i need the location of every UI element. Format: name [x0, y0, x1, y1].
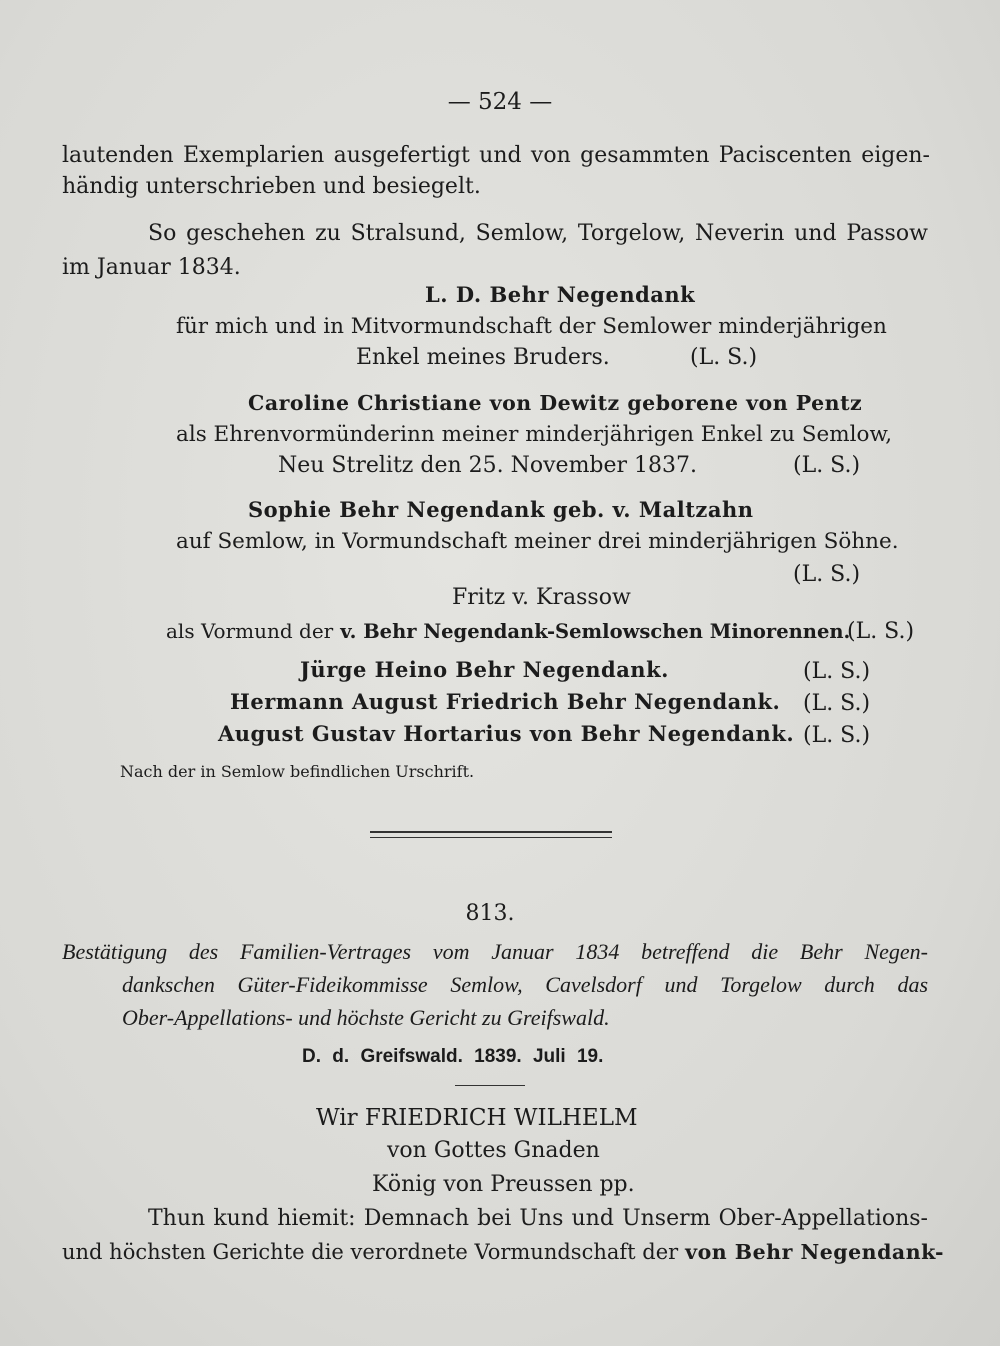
- para1-line1: [62, 142, 930, 170]
- word: zu: [315, 221, 341, 246]
- body-bold-name: von Behr Negendank-: [685, 1240, 944, 1264]
- word: und: [664, 972, 698, 997]
- word: Exemplarien: [182, 143, 325, 168]
- word: Neverin: [694, 221, 785, 246]
- word: und: [479, 143, 522, 168]
- word: vom: [432, 939, 470, 964]
- document-number: 813.: [465, 901, 515, 926]
- word: 1834: [575, 939, 620, 964]
- word: gesammten: [580, 143, 710, 168]
- body-line1: Wir FRIEDRICH WILHELM: [316, 1105, 638, 1131]
- signature-text: [166, 617, 850, 646]
- signature-text: als Ehrenvormünderinn meiner minderjährigen Enkel zu Semlow,: [176, 422, 893, 447]
- word: Januar: [491, 939, 554, 964]
- heading-line1: [62, 938, 928, 966]
- body-line4: [148, 1205, 928, 1233]
- signature-name: Fritz v. Krassow: [452, 585, 631, 610]
- word: Torgelow,: [577, 221, 686, 246]
- separator-rule-bottom: [370, 837, 612, 838]
- word: Familien-Vertrages: [239, 939, 412, 964]
- word: eigen-: [861, 143, 930, 168]
- word: Cavelsdorf: [545, 972, 642, 997]
- signature-name: August Gustav Hortarius von Behr Negendank.: [218, 721, 795, 746]
- word: Uns: [519, 1206, 564, 1231]
- word: geschehen: [186, 221, 306, 246]
- word: kund: [213, 1206, 270, 1231]
- para2-line2: im Januar 1834.: [62, 255, 241, 280]
- word: Demnach: [363, 1206, 469, 1231]
- word: Torgelow: [720, 972, 802, 997]
- word: bei: [477, 1206, 512, 1231]
- word: Ober-Appellations-: [718, 1206, 928, 1231]
- dateline: D. d. Greifswald. 1839. Juli 19.: [302, 1046, 604, 1067]
- word: und: [794, 221, 837, 246]
- word: Passow: [846, 221, 928, 246]
- body-text: und höchsten Gerichte die verordnete Vormundschaft der: [62, 1240, 679, 1264]
- word: lautenden: [62, 143, 174, 168]
- word: Bestätigung: [62, 939, 168, 964]
- word: das: [897, 972, 928, 997]
- body-line2: von Gottes Gnaden: [387, 1138, 600, 1163]
- seal-mark: (L. S.): [847, 619, 915, 644]
- word: Semlow,: [450, 972, 523, 997]
- signature-name: L. D. Behr Negendank: [425, 282, 696, 307]
- guardian-label: als Vormund der: [166, 619, 334, 643]
- seal-mark: (L. S.): [803, 659, 871, 684]
- signature-text: auf Semlow, in Vormundschaft meiner drei minderjährigen Söhne.: [176, 529, 899, 554]
- signature-text: Enkel meines Bruders.: [356, 345, 610, 370]
- word: des: [188, 939, 219, 964]
- para1-line2: händig unterschrieben und besiegelt.: [62, 174, 481, 199]
- word: betreffend: [641, 939, 730, 964]
- word: durch: [824, 972, 875, 997]
- word: ausgefertigt: [333, 143, 470, 168]
- word: dankschen: [122, 972, 215, 997]
- seal-mark: (L. S.): [793, 453, 861, 478]
- heading-line2: [122, 971, 928, 999]
- heading-line3: Ober-Appellations- und höchste Gericht zu Greifswald.: [122, 1005, 610, 1030]
- signature-name: Sophie Behr Negendank geb. v. Maltzahn: [248, 497, 754, 522]
- word: Unserm: [622, 1206, 711, 1231]
- word: So: [148, 221, 177, 246]
- source-note: Nach der in Semlow befindlichen Urschrift.: [120, 762, 475, 781]
- seal-mark: (L. S.): [690, 345, 758, 370]
- guardian-name: v. Behr Negendank-Semlowschen Minorennen.: [340, 620, 851, 643]
- body-line3: König von Preussen pp.: [372, 1172, 635, 1197]
- page-header: — 524 —: [447, 89, 553, 115]
- word: die: [751, 939, 779, 964]
- signature-name: Hermann August Friedrich Behr Negendank.: [230, 689, 781, 714]
- signature-text: für mich und in Mitvormundschaft der Semlower minderjährigen: [176, 314, 887, 339]
- seal-mark: (L. S.): [803, 723, 871, 748]
- short-rule: [455, 1085, 525, 1086]
- word: Thun: [148, 1206, 206, 1231]
- word: hiemit:: [277, 1206, 356, 1231]
- word: Behr: [799, 939, 843, 964]
- signature-text: Neu Strelitz den 25. November 1837.: [278, 453, 698, 478]
- word: Stralsund,: [350, 221, 466, 246]
- separator-rule-top: [370, 831, 612, 833]
- body-line5: [62, 1238, 944, 1267]
- signature-name: Caroline Christiane von Dewitz geborene von Pentz: [248, 391, 863, 415]
- word: von: [530, 143, 571, 168]
- para2-line1: [148, 220, 928, 248]
- signature-name: Jürge Heino Behr Negendank.: [300, 657, 669, 682]
- word: und: [571, 1206, 614, 1231]
- word: Güter-Fideikommisse: [237, 972, 428, 997]
- word: Paciscenten: [718, 143, 852, 168]
- word: Semlow,: [475, 221, 569, 246]
- seal-mark: (L. S.): [803, 691, 871, 716]
- seal-mark: (L. S.): [793, 562, 861, 587]
- word: Negen-: [864, 939, 928, 964]
